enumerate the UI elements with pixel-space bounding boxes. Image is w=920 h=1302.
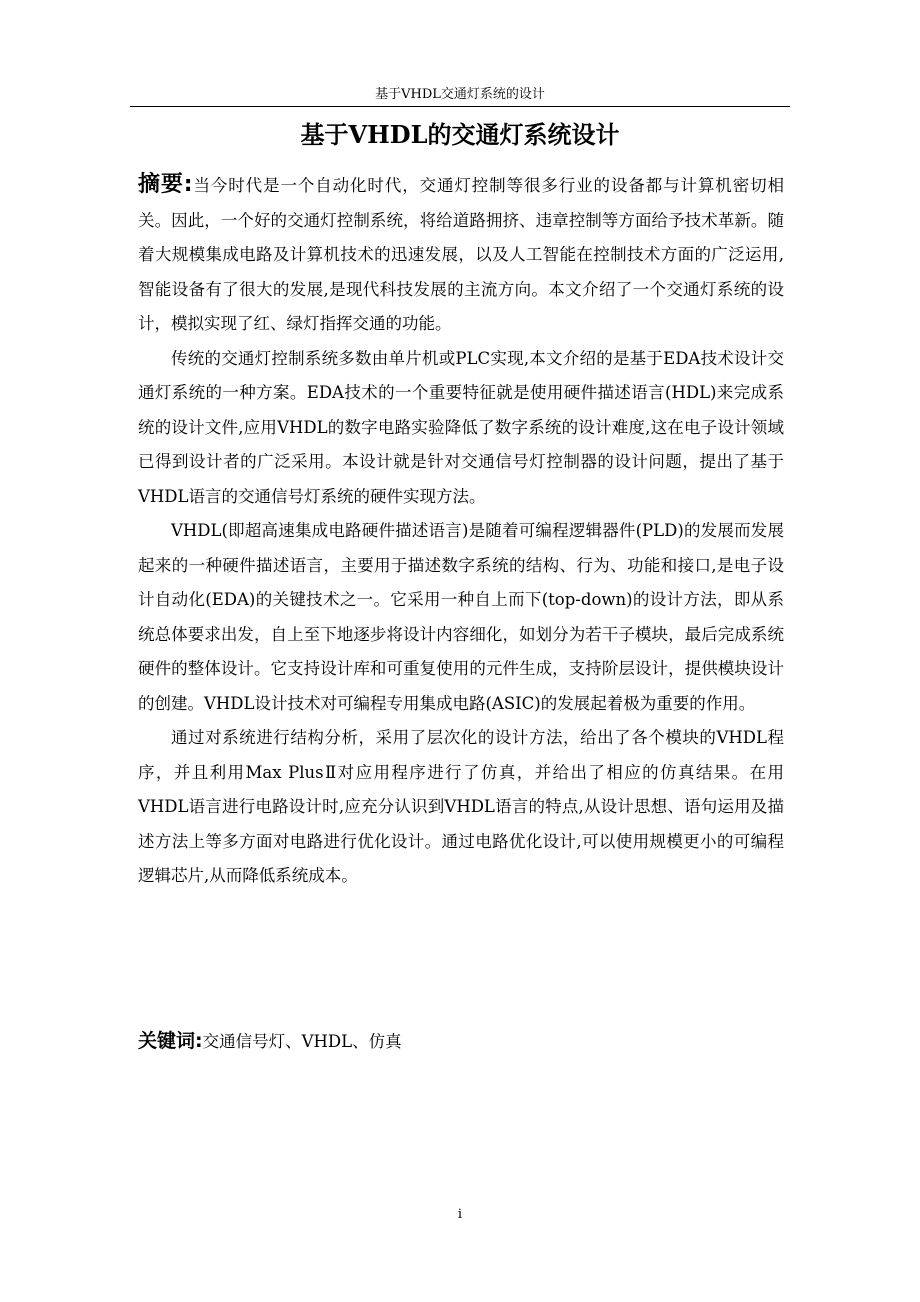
abstract-label: 摘要: <box>138 172 193 197</box>
abstract-paragraph-3: VHDL(即超高速集成电路硬件描述语言)是随着可编程逻辑器件(PLD)的发展而发展起来的一种硬件描述语言，主要用于描述数字系统的结构、行为、功能和接口,是电子设计自动化(EDA)的关键技术之一。它采用一种自上而下(top-down)的设计方法，即从系统总体要求出发，自上至下地逐步将设计内容细化，如划分为若干子模块，最后完成系统硬件的整体设计。它支持设计库和可重复使用的元件生成，支持阶层设计，提供模块设计的创建。VHDL设计技术对可编程专用集成电路(ASIC)的发展起着极为重要的作用。 <box>138 521 784 713</box>
keywords-value: 交通信号灯、VHDL、仿真 <box>202 1032 402 1051</box>
running-header: 基于VHDL交通灯系统的设计 <box>375 87 545 102</box>
keywords-line <box>138 1024 784 1059</box>
abstract-paragraph-2: 传统的交通灯控制系统多数由单片机或PLC实现,本文介绍的是基于EDA技术设计交通灯系统的一种方案。EDA技术的一个重要特征就是使用硬件描述语言(HDL)来完成系统的设计文件,应用VHDL的数字电路实验降低了数字系统的设计难度,这在电子设计领域已得到设计者的广泛采用。本设计就是针对交通信号灯控制器的设计问题，提出了基于VHDL语言的交通信号灯系统的硬件实现方法。 <box>138 348 784 506</box>
header-divider <box>130 106 790 107</box>
abstract-body <box>138 168 784 894</box>
page-number: i <box>457 1207 463 1222</box>
abstract-paragraph-1-text: 当今时代是一个自动化时代，交通灯控制等很多行业的设备都与计算机密切相关。因此，一个好的交通灯控制系统，将给道路拥挤、违章控制等方面给予技术革新。随着大规模集成电路及计算机技术的迅速发展，以及人工智能在控制技术方面的广泛运用,智能设备有了很大的发展,是现代科技发展的主流方向。本文介绍了一个交通灯系统的设计，模拟实现了红、绿灯指挥交通的功能。 <box>138 176 784 333</box>
abstract-paragraph-1 <box>138 168 784 342</box>
keywords-label: 关键词: <box>138 1030 203 1052</box>
abstract-paragraph-4: 通过对系统进行结构分析，采用了层次化的设计方法，给出了各个模块的VHDL程序，并且利用Max PlusⅡ对应用程序进行了仿真，并给出了相应的仿真结果。在用VHDL语言进行电路设计时,应充分认识到VHDL语言的特点,从设计思想、语句运用及描述方法上等多方面对电路进行优化设计。通过电路优化设计,可以使用规模更小的可编程逻辑芯片,从而降低系统成本。 <box>138 728 784 885</box>
document-title: 基于VHDL的交通灯系统设计 <box>300 120 620 149</box>
